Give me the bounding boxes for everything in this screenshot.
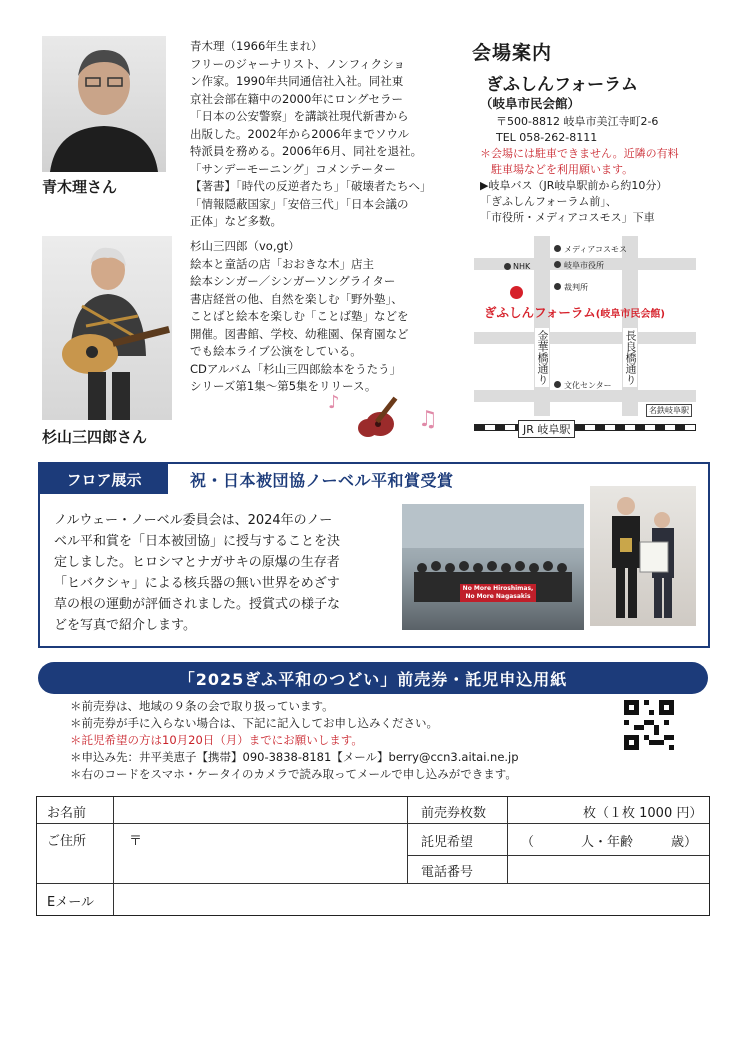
name-field[interactable] [115, 799, 405, 821]
map-dot-court [554, 283, 561, 290]
phone-label: 電話番号 [421, 865, 474, 880]
map-road-nagarabashi [622, 236, 638, 416]
childcare-field[interactable] [509, 825, 707, 853]
rail-line [474, 424, 696, 431]
map-label-culture-center: 文化センター [564, 381, 612, 390]
map-venue-name: ぎふしんフォーラム [484, 305, 596, 320]
speaker-caption-aoki: 青木理さん [42, 178, 118, 196]
form-row-divider [407, 855, 709, 856]
venue-name: ぎふしんフォーラム [486, 75, 638, 95]
map-label-nagarabashi: 長良橋通り [624, 330, 637, 385]
email-label: Eメール [47, 895, 94, 910]
map-dot-culture-center [554, 381, 561, 388]
floor-exhibition-box [38, 462, 710, 648]
map-label-media-cosmos: メディアコスモス [564, 245, 627, 254]
order-note-5: ＊右のコードをスマホ・ケータイのカメラで読み取ってメールで申し込みができます。 [70, 767, 517, 781]
phone-field[interactable] [509, 857, 707, 881]
parking-note: ＊会場には駐車できません。近隣の有料 駐車場などを利用願います。 [480, 147, 679, 176]
form-row-divider [37, 883, 709, 884]
map-dot-city-hall [554, 261, 561, 268]
floor-exhibition-tag: フロア展示 [40, 464, 168, 494]
svg-text:♫: ♫ [418, 407, 438, 432]
order-note-3: ＊託児希望の方は10月20日（月）までにお願いします。 [70, 733, 363, 747]
venue-tel: TEL 058-262-8111 [496, 131, 598, 144]
postal-mark: 〒 [129, 834, 143, 849]
qr-code[interactable] [624, 700, 674, 750]
venue-map [474, 236, 696, 444]
order-notes [70, 698, 519, 783]
ceremony-banner-text: No More Hiroshimas, No More Nagasakis [462, 585, 534, 600]
order-note-2: ＊前売券が手に入らない場合は、下記に記入してお申し込みください。 [70, 716, 438, 730]
map-label-court: 裁判所 [564, 283, 588, 292]
venue-heading: 会場案内 [472, 42, 553, 64]
form-col-divider [407, 797, 408, 883]
map-venue-label [484, 302, 665, 321]
childcare-hint-close: 歳） [671, 835, 698, 850]
map-label-nhk: NHK [513, 262, 531, 271]
childcare-hint-mid: 人・年齢 [581, 835, 634, 850]
venue-sub: （岐阜市民会館） [480, 96, 581, 111]
email-field[interactable] [115, 885, 707, 913]
award-photo [590, 486, 696, 626]
bus-info: ▶岐阜バス（JR岐阜駅前から約10分） 「ぎふしんフォーラム前」、 「市役所・メディアコスモス」下車 [480, 179, 668, 224]
form-row-divider [37, 823, 709, 824]
speaker-profile-aoki: 青木理（1966年生まれ） フリーのジャーナリスト、ノンフィクショ ン作家。1990年共同通信社入社。同社東 京社会部在籍中の2000年にロングセラー 「日本の公安警察」を講談社現代新書から 出版した。2002年から2006年までソウル 特派員を務める。2006年6月、同社を退社。 「サンデーモーニング」コメンテーター 【著書】「時代の反逆者たち」「破壊者たちへ」 「情報隠蔽国家」「安倍三代」「日本会議の 正体」など多数。 [190, 39, 432, 228]
ceremony-photo [402, 504, 584, 630]
guitar-illustration [326, 382, 442, 444]
order-note-1: ＊前売券は、地域の９条の会で取り扱っています。 [70, 699, 334, 713]
map-label-meitetsu: 名鉄岐阜駅 [646, 404, 692, 417]
map-dot-nhk [504, 263, 511, 270]
speaker-caption-sugiyama: 杉山三四郎さん [42, 428, 148, 446]
map-label-kinkabashi: 金華橋通り [536, 330, 549, 385]
address-field[interactable] [145, 825, 405, 881]
speaker-photo-sugiyama [42, 236, 172, 420]
floor-exhibition-body: ノルウェー・ノーベル委員会は、2024年のノー ベル平和賞を「日本被団協」に授与することを決 定しました。ヒロシマとナガサキの原爆の生存者 「ヒバクシャ」による核兵器の無い世界をめざす 草の根の運動が評価されました。授賞式の様子な どを写真で紹介します。 [54, 513, 341, 633]
order-form-banner: 「2025ぎふ平和のつどい」前売券・託児申込用紙 [38, 662, 708, 694]
order-note-4: ＊申込み先：井平美恵子【携帯】090-3838-8181【メール】berry@ccn3.aitai.ne.jp [70, 750, 519, 764]
form-col-divider [507, 797, 508, 883]
map-road-kinkabashi [534, 236, 550, 416]
floor-exhibition-title: 祝・日本被団協ノーベル平和賞受賞 [190, 471, 454, 490]
map-road-middle [474, 332, 696, 344]
venue-pin [510, 286, 523, 299]
svg-text:♪: ♪ [328, 392, 340, 413]
childcare-label: 託児希望 [421, 835, 474, 850]
speaker-photo-aoki [42, 36, 166, 172]
tickets-label: 前売券枚数 [421, 806, 487, 821]
map-label-city-hall: 岐阜市役所 [564, 261, 604, 270]
map-label-jr-station: JR 岐阜駅 [518, 420, 575, 438]
map-dot-media-cosmos [554, 245, 561, 252]
map-road-bottom [474, 390, 696, 402]
speaker-profile-sugiyama: 杉山三四郎（vo,gt） 絵本と童話の店「おおきな木」店主 絵本シンガー／シンガーソングライター 書店経営の他、自然を楽しむ「野外塾」、 ことばと絵本を楽しむ「ことば塾」などを 開催。図書館、学校、幼稚園、保育園など でも絵本ライブ公演をしている。 CDアルバム「杉山三四郎絵本をうたう」 シリーズ第1集〜第5集をリリース。 [190, 239, 409, 393]
name-label: お名前 [47, 806, 87, 821]
childcare-hint-open: （ [521, 835, 535, 850]
venue-address: 〒500-8812 岐阜市美江寺町2-6 [496, 115, 659, 128]
map-venue-sub: (岐阜市民会館) [595, 309, 665, 320]
form-col-divider [113, 797, 114, 915]
order-form-table [36, 796, 710, 916]
tickets-unit: 枚（１枚 1000 円） [583, 806, 703, 821]
address-label: ご住所 [47, 834, 87, 849]
